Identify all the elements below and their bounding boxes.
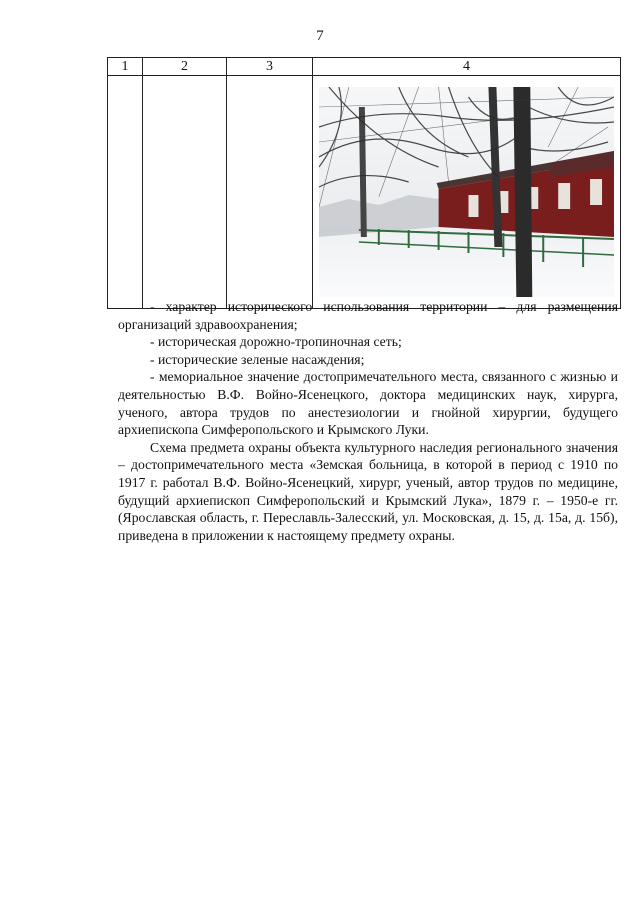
table-cell-col-3	[227, 76, 313, 309]
table-row	[108, 76, 621, 309]
table-cell-col-2	[143, 76, 227, 309]
page-number: 7	[316, 28, 324, 44]
table-header-col-2: 2	[143, 58, 227, 76]
table-header-col-4: 4	[313, 58, 621, 76]
paragraph-greenery: - исторические зеленые насаждения;	[150, 351, 365, 367]
monument-table	[107, 57, 621, 309]
table-header-row	[108, 58, 621, 76]
body-text	[118, 298, 618, 544]
table-cell-photo	[313, 76, 621, 309]
paragraph-usage: - характер исторического использования территории – для размещения организаций здравоохранения;	[118, 299, 618, 332]
paragraph-memorial: - мемориальное значение достопримечательного места, связанного с жизнью и деятельностью В.Ф. Войно-Ясенецкого, доктора медицинских наук, хирурга, ученого, автора трудов по анестезиологии и гнойной хирургии, будущего архиепископа Симферопольского и Крымского Луки.	[118, 369, 618, 438]
table-cell-col-1	[108, 76, 143, 309]
table-header-col-3: 3	[227, 58, 313, 76]
hospital-building-winter-photo	[319, 87, 614, 297]
table-header-col-1: 1	[108, 58, 143, 76]
paragraph-paths: - историческая дорожно-тропиночная сеть;	[150, 334, 402, 350]
paragraph-scheme: Схема предмета охраны объекта культурного наследия регионального значения – достопримечательного места «Земская больница, в которой в период с 1910 по 1917 г. работал В.Ф. Войно-Ясенецкий, хирург, ученый, автор трудов по медицине, будущий архиепископ Симферопольский и Крымский Лука», 1879 г. – 1950-е гг. (Ярославская область, г. Переславль-Залесский, ул. Московская, д. 15, д. 15а, д. 15б), приведена в приложении к настоящему предмету охраны.	[118, 439, 618, 543]
